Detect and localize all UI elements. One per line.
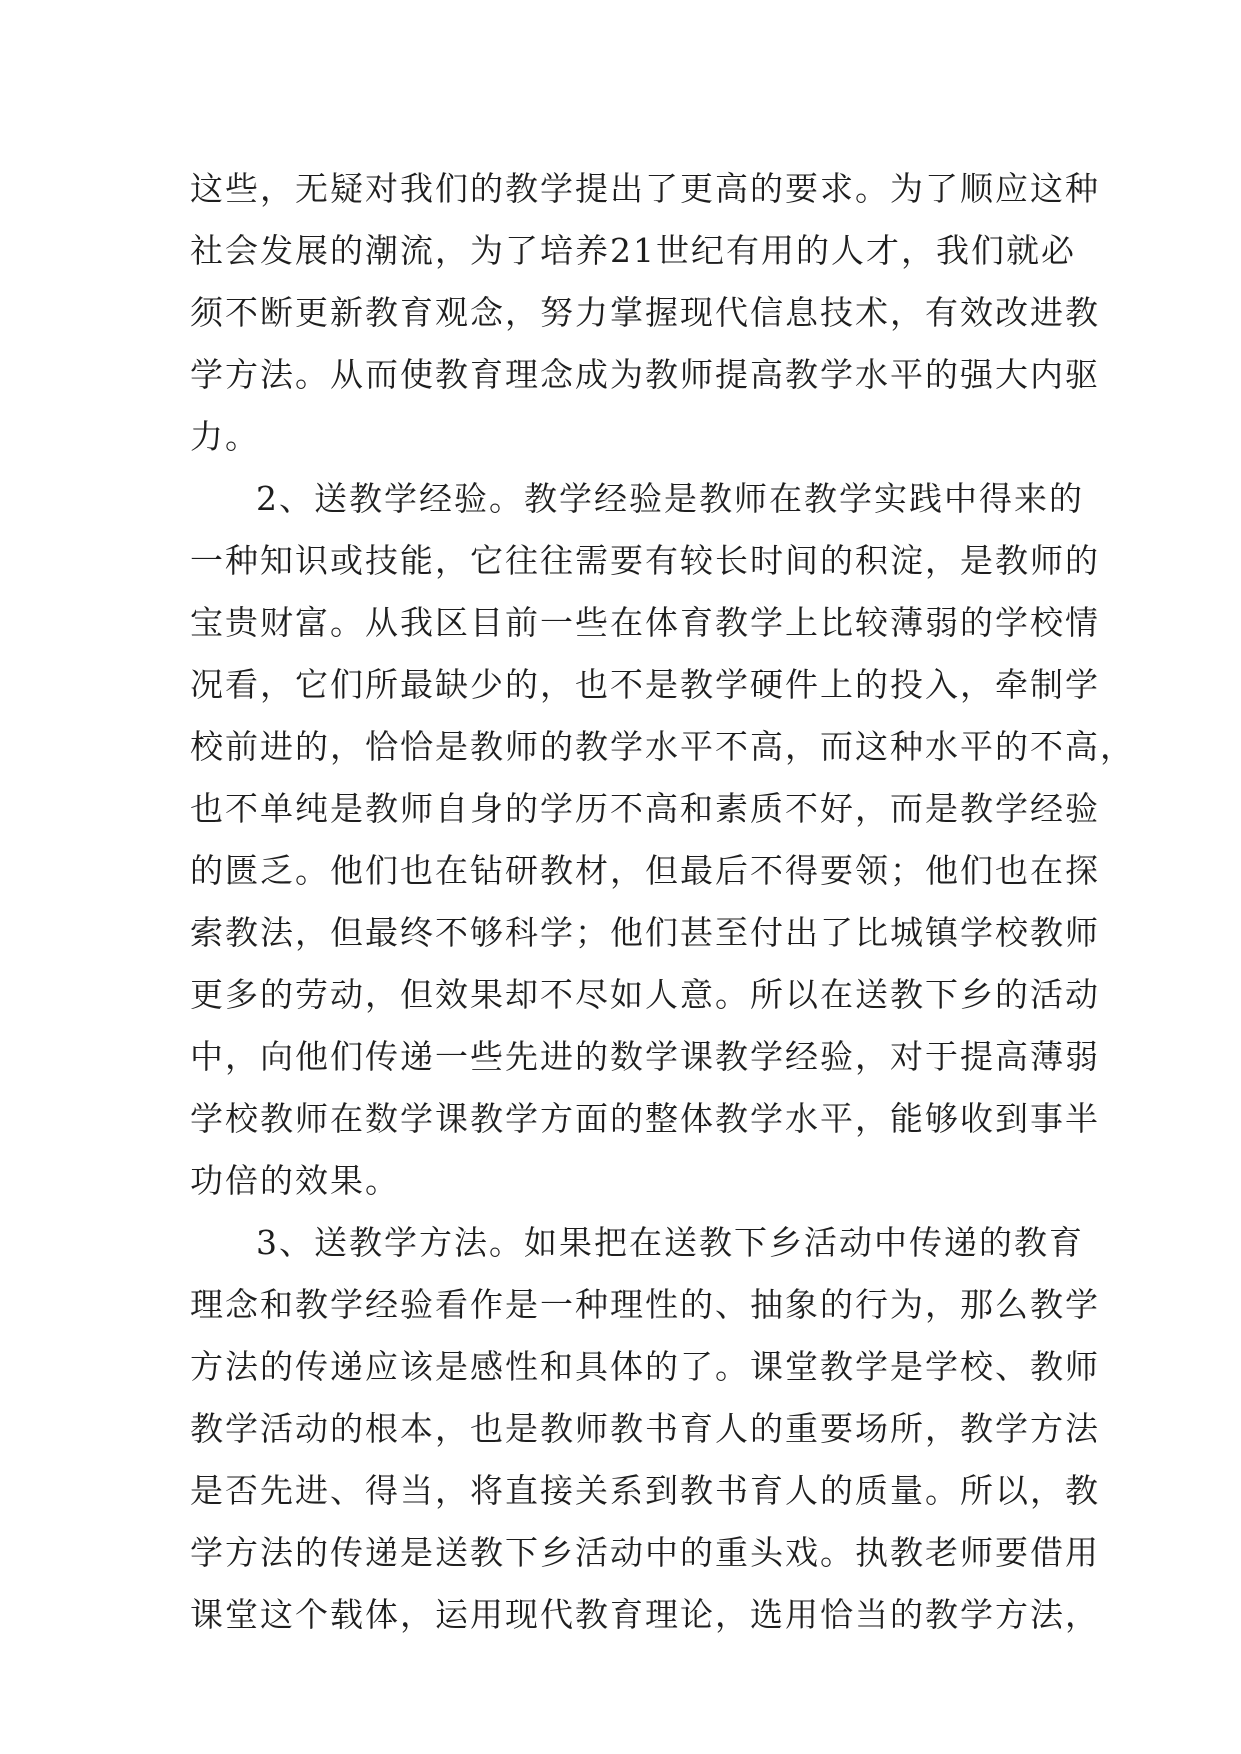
text-line: 的匮乏。他们也在钻研教材，但最后不得要领；他们也在探 (190, 851, 1100, 890)
text-line: 社会发展的潮流，为了培养21世纪有用的人才，我们就必 (190, 231, 1076, 270)
text-line: 力。 (190, 417, 260, 456)
text-line: 学方法。从而使教育理念成为教师提高教学水平的强大内驱 (190, 355, 1100, 394)
text-line: 方法的传递应该是感性和具体的了。课堂教学是学校、教师 (190, 1347, 1100, 1386)
document-body (190, 158, 1135, 1646)
text-line: 3、送教学方法。如果把在送教下乡活动中传递的教育 (256, 1223, 1084, 1262)
text-line: 学校教师在数学课教学方面的整体教学水平，能够收到事半 (190, 1099, 1100, 1138)
text-line: 索教法，但最终不够科学；他们甚至付出了比城镇学校教师 (190, 913, 1100, 952)
paragraph-1 (190, 158, 1100, 468)
text-line: 更多的劳动，但效果却不尽如人意。所以在送教下乡的活动 (190, 975, 1100, 1014)
text-line: 这些，无疑对我们的教学提出了更高的要求。为了顺应这种 (190, 169, 1100, 208)
text-line: 须不断更新教育观念，努力掌握现代信息技术，有效改进教 (190, 293, 1100, 332)
paragraph-3 (190, 1212, 1100, 1646)
text-line: 校前进的，恰恰是教师的教学水平不高，而这种水平的不高， (190, 727, 1135, 766)
text-line: 2、送教学经验。教学经验是教师在教学实践中得来的 (256, 479, 1084, 518)
text-line: 一种知识或技能，它往往需要有较长时间的积淀，是教师的 (190, 541, 1100, 580)
text-line: 宝贵财富。从我区目前一些在体育教学上比较薄弱的学校情 (190, 603, 1100, 642)
text-line: 况看，它们所最缺少的，也不是教学硬件上的投入，牵制学 (190, 665, 1100, 704)
text-line: 也不单纯是教师自身的学历不高和素质不好，而是教学经验 (190, 789, 1100, 828)
text-line: 学方法的传递是送教下乡活动中的重头戏。执教老师要借用 (190, 1533, 1100, 1572)
text-line: 功倍的效果。 (190, 1161, 400, 1200)
text-line: 课堂这个载体，运用现代教育理论，选用恰当的教学方法， (190, 1595, 1100, 1634)
text-line: 理念和教学经验看作是一种理性的、抽象的行为，那么教学 (190, 1285, 1100, 1324)
text-line: 是否先进、得当，将直接关系到教书育人的质量。所以，教 (190, 1471, 1100, 1510)
text-line: 中，向他们传递一些先进的数学课教学经验，对于提高薄弱 (190, 1037, 1100, 1076)
text-line: 教学活动的根本，也是教师教书育人的重要场所，教学方法 (190, 1409, 1100, 1448)
paragraph-2 (190, 468, 1135, 1212)
